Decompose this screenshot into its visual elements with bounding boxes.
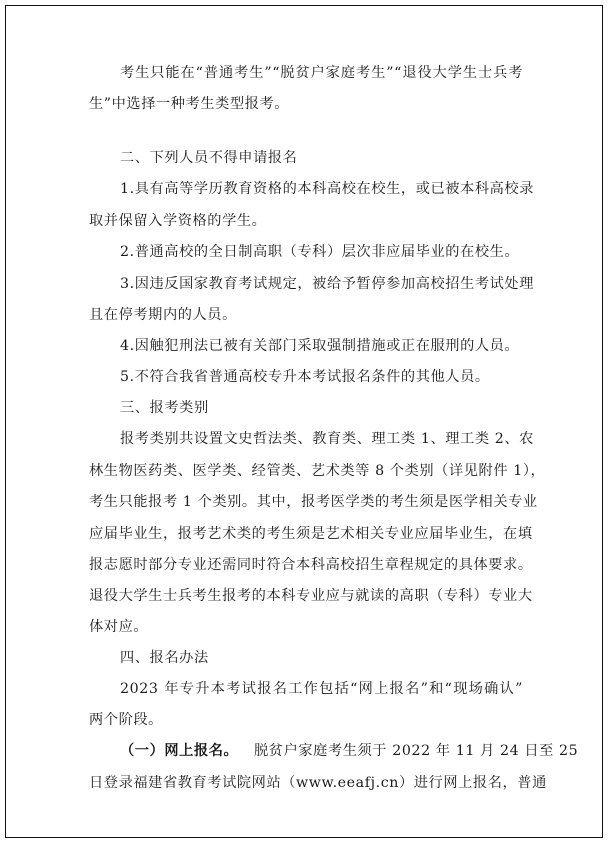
heading-section-3: 三、报考类别: [120, 400, 209, 416]
item-3-line-2: 且在停考期内的人员。: [89, 307, 237, 323]
categories-line-5: 报志愿时部分专业还需同时符合本科高校招生章程规定的具体要求。: [89, 557, 533, 573]
heading-section-4: 四、报名办法: [120, 650, 209, 666]
online-registration-line-1: 脱贫户家庭考生须于 2022 年 11 月 24 日至 25: [254, 743, 579, 759]
categories-line-1: 报考类别共设置文史哲法类、教育类、理工类 1、理工类 2、农: [120, 431, 534, 447]
item-4: 4.因触犯刑法已被有关部门采取强制措施或正在服刑的人员。: [120, 338, 520, 354]
heading-section-2: 二、下列人员不得申请报名: [120, 150, 298, 166]
categories-line-6: 退役大学生士兵考生报考的本科专业应与就读的高职（专科）专业大: [89, 588, 533, 604]
item-1-line-1: 1.具有高等学历教育资格的本科高校在校生，或已被本科高校录: [120, 181, 535, 197]
online-registration-line-2: 日登录福建省教育考试院网站（www.eeafj.cn）进行网上报名，普通: [89, 775, 547, 791]
categories-line-4: 应届毕业生，报考艺术类的考生须是艺术相关专业应届毕业生，在填: [89, 526, 533, 542]
item-5: 5.不符合我省普通高校专升本考试报名条件的其他人员。: [120, 369, 490, 385]
item-3-line-1: 3.因违反国家教育考试规定，被给予暂停参加高校招生考试处理: [120, 276, 535, 292]
item-1-line-2: 取并保留入学资格的学生。: [89, 213, 267, 229]
para-exam-type-line-2: 生”中选择一种考生类型报考。: [89, 96, 290, 112]
para-exam-type-line-1: 考生只能在“普通考生”“脱贫户家庭考生”“退役大学生士兵考: [120, 65, 523, 81]
document-page: [5, 5, 603, 838]
method-line-1: 2023 年专升本考试报名工作包括“网上报名”和“现场确认”: [120, 681, 523, 697]
categories-line-2: 林生物医药类、医学类、经管类、艺术类等 8 个类别（详见附件 1），: [89, 463, 546, 479]
item-2: 2.普通高校的全日制高职（专科）层次非应届毕业的在校生。: [120, 244, 520, 260]
subheading-online-registration: （一）网上报名。: [120, 743, 239, 759]
method-line-2: 两个阶段。: [89, 712, 163, 728]
categories-line-7: 体对应。: [89, 619, 149, 635]
categories-line-3: 考生只能报考 1 个类别。其中，报考医学类的考生须是医学相关专业: [89, 494, 538, 510]
